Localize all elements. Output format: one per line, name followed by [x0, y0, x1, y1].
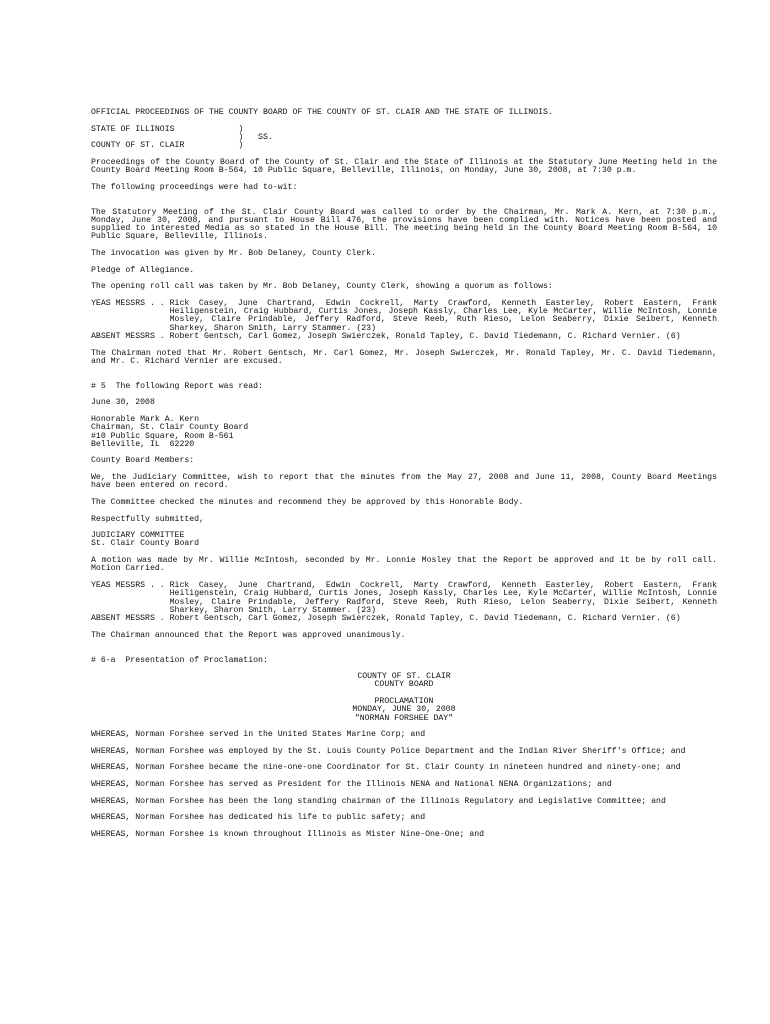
intro-paragraph: Proceedings of the County Board of the County of St. Clair and the State of Illinois at the Statutory June Meeting held in the County Board Meeting Room B-564, 10 Public Square, Belleville, Illinois, on Monday, June 30, 2008, at 7:30 p.m.	[91, 157, 717, 176]
motion-paragraph: A motion was made by Mr. Willie McIntosh, seconded by Mr. Lonnie Mosley that the Report be approved and it be by roll call. Motion Carried.	[91, 556, 717, 574]
document-page	[91, 109, 717, 847]
absent-names: Robert Gentsch, Carl Gomez, Joseph Swierczek, Ronald Tapley, C. David Tiedemann, C. Richard Vernier. (6)	[169, 614, 681, 624]
closing: Respectfully submitted,	[91, 514, 205, 524]
proclamation-header-county: COUNTY OF ST. CLAIR COUNTY BOARD	[357, 672, 451, 690]
item-5-heading: # 5 The following Report was read:	[91, 381, 263, 391]
item-6a-heading: # 6-a Presentation of Proclamation:	[91, 655, 268, 665]
whereas-list	[91, 731, 717, 839]
yeas-label: YEAS MESSRS . .	[91, 298, 170, 308]
roll-call-report	[91, 582, 717, 623]
whereas-clause: WHEREAS, Norman Forshee was employed by the St. Louis County Police Department and the Indian River Sheriff's Office; and	[91, 746, 686, 756]
whereas-clause: WHEREAS, Norman Forshee is known throughout Illinois as Mister Nine-One-One; and	[91, 829, 485, 839]
had-to-wit: The following proceedings were had to-wit:	[91, 182, 298, 192]
address-block: Honorable Mark A. Kern Chairman, St. Clair County Board #10 Public Square, Room B-561 Belleville, IL 62220	[91, 414, 249, 449]
whereas-clause: WHEREAS, Norman Forshee has been the long standing chairman of the Illinois Regulatory and Legislative Committee; and	[91, 796, 666, 806]
yeas-label: YEAS MESSRS . .	[91, 580, 170, 590]
proclamation-header-title: PROCLAMATION MONDAY, JUNE 30, 2008 "NORMAN FORSHEE DAY"	[352, 697, 456, 723]
signature-block: JUDICIARY COMMITTEE St. Clair County Board	[91, 531, 200, 549]
salutation: County Board Members:	[91, 456, 195, 466]
approved-paragraph: The Chairman announced that the Report was approved unanimously.	[91, 630, 406, 640]
yeas-row	[91, 300, 717, 333]
whereas-clause: WHEREAS, Norman Forshee has served as President for the Illinois NENA and National NENA Organizations; and	[91, 780, 612, 790]
yeas-names: Rick Casey, June Chartrand, Edwin Cockrell, Marty Crawford, Kenneth Easterley, Robert Eastern, Frank Heiligenstein, Craig Hubbard, Curtis Jones, Joseph Kassly, Charles Lee, Kyle McCarter, Willie McIntosh, Lonnie Mosley, Claire Prindable, Jeffery Radford, Steve Reeb, Ruth Rieso, Lelon Seaberry, Dixie Seibert, Kenneth Sharkey, Sharon Smith, Larry Stammer. (23)	[169, 298, 717, 333]
absent-names: Robert Gentsch, Carl Gomez, Joseph Swierczek, Ronald Tapley, C. David Tiedemann, C. Richard Vernier. (6)	[169, 332, 681, 342]
whereas-clause: WHEREAS, Norman Forshee has dedicated his life to public safety; and	[91, 813, 426, 823]
pledge-paragraph: Pledge of Allegiance.	[91, 265, 195, 275]
letter-date: June 30, 2008	[91, 398, 155, 408]
roll-call-opening	[91, 300, 717, 341]
called-to-order-paragraph: The Statutory Meeting of the St. Clair County Board was called to order by the Chairman, Mr. Mark A. Kern, at 7:30 p.m., Monday, June 30, 2008, and pursuant to House Bill 476, the provisions have been complied with. Notices have been posted and supplied to interested Media as so stated in the House Bill. The meeting being held in the County Board Meeting Room B-564, 10 Public Square, Belleville, Illinois.	[91, 207, 717, 242]
absent-row	[91, 615, 717, 623]
yeas-row	[91, 582, 717, 615]
absent-row	[91, 333, 717, 341]
report-body: We, the Judiciary Committee, wish to report that the minutes from the May 27, 2008 and June 11, 2008, County Board Meetings have been entered on record.	[91, 473, 717, 491]
document-header: OFFICIAL PROCEEDINGS OF THE COUNTY BOARD OF THE COUNTY OF ST. CLAIR AND THE STATE OF ILLINOIS.	[91, 108, 553, 117]
whereas-clause: WHEREAS, Norman Forshee became the nine-one-one Coordinator for St. Clair County in nineteen hundred and ninety-one; and	[91, 763, 681, 773]
report-recommendation: The Committee checked the minutes and recommend they be approved by this Honorable Body.	[91, 497, 524, 507]
yeas-names: Rick Casey, June Chartrand, Edwin Cockrell, Marty Crawford, Kenneth Easterley, Robert Eastern, Frank Heiligenstein, Craig Hubbard, Curtis Jones, Joseph Kassly, Charles Lee, Kyle McCarter, Willie McIntosh, Lonnie Mosley, Claire Prindable, Jeffery Radford, Steve Reeb, Ruth Rieso, Lelon Seaberry, Dixie Seibert, Kenneth Sharkey, Sharon Smith, Larry Stammer. (23)	[169, 580, 717, 615]
invocation-paragraph: The invocation was given by Mr. Bob Delaney, County Clerk.	[91, 249, 376, 259]
absent-label: ABSENT MESSRS .	[91, 332, 170, 342]
excused-paragraph: The Chairman noted that Mr. Robert Gentsch, Mr. Carl Gomez, Mr. Joseph Swierczek, Mr. Ronald Tapley, Mr. C. David Tiedemann, and Mr. C. Richard Vernier are excused.	[91, 348, 717, 366]
whereas-clause: WHEREAS, Norman Forshee served in the United States Marine Corp; and	[91, 730, 426, 740]
venue-lines: STATE OF ILLINOIS ) ) SS. COUNTY OF ST. CLAIR )	[91, 124, 273, 151]
absent-label: ABSENT MESSRS .	[91, 614, 170, 624]
roll-call-intro: The opening roll call was taken by Mr. Bob Delaney, County Clerk, showing a quorum as follows:	[91, 282, 553, 292]
